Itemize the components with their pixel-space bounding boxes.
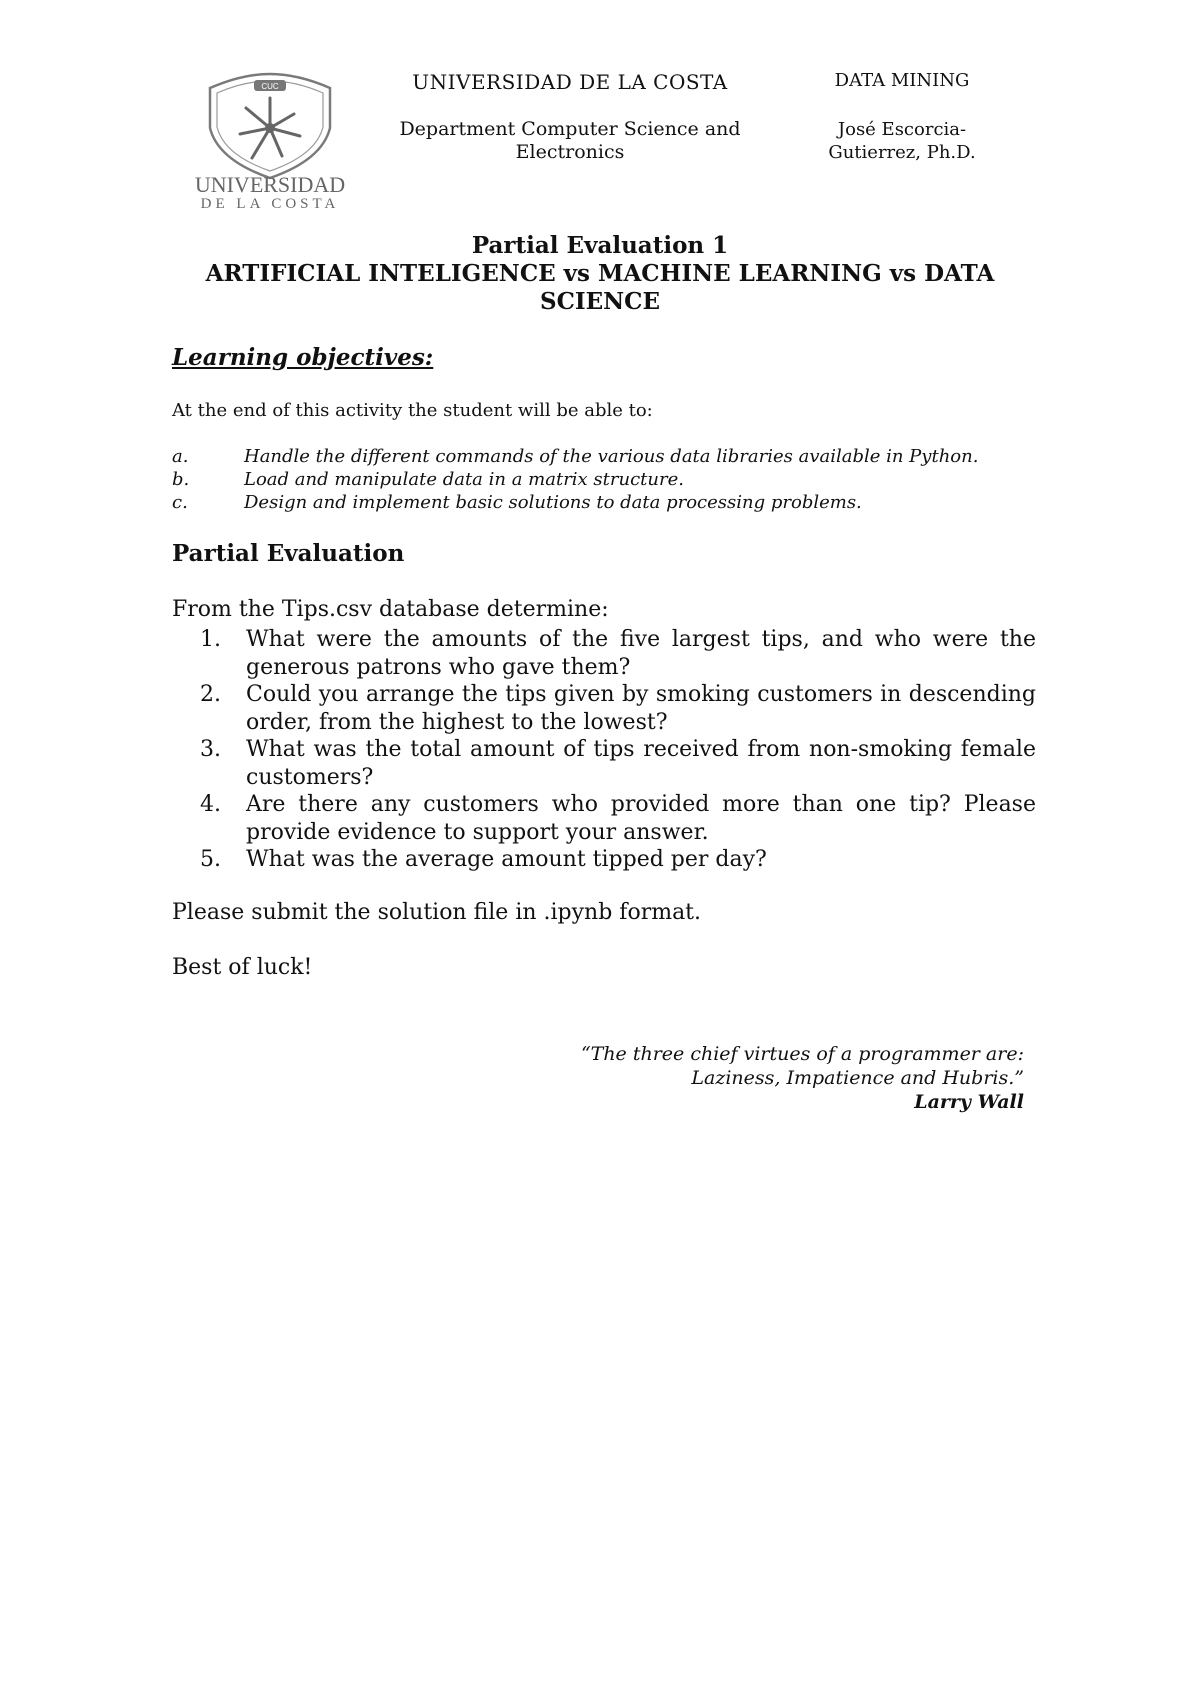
list-item <box>200 626 1036 681</box>
objectives-list <box>172 445 978 514</box>
logo-text-line1: UNIVERSIDAD <box>194 172 346 197</box>
question-text: What was the total amount of tips received from non-smoking female customers? <box>246 737 1036 790</box>
quote-line1: “The three chief virtues of a programmer are: <box>580 1043 1024 1065</box>
objective-marker: a. <box>172 446 189 467</box>
list-item <box>200 681 1036 736</box>
university-logo-graphic <box>182 70 358 210</box>
question-text: Are there any customers who provided more than one tip? Please provide evidence to support your answer. <box>246 792 1036 845</box>
quote-author: Larry Wall <box>914 1091 1024 1113</box>
question-number: 1. <box>200 627 221 652</box>
closing-line: Best of luck! <box>172 955 313 980</box>
question-number: 4. <box>200 792 221 817</box>
objective-text: Handle the different commands of the various data libraries available in Python. <box>244 446 979 467</box>
objective-marker: c. <box>172 492 188 513</box>
document-title <box>160 232 1040 316</box>
submission-instruction: Please submit the solution file in .ipynb format. <box>172 900 702 925</box>
questions-list <box>200 626 1036 874</box>
question-text: What was the average amount tipped per day? <box>246 847 767 872</box>
list-item <box>200 736 1036 791</box>
learning-objectives-heading: Learning objectives: <box>172 344 434 371</box>
university-logo <box>182 70 358 210</box>
list-item <box>172 468 978 491</box>
partial-evaluation-heading: Partial Evaluation <box>172 540 405 567</box>
list-item <box>172 445 978 468</box>
list-item <box>200 846 1036 874</box>
question-text: Could you arrange the tips given by smoking customers in descending order, from the highest to the lowest? <box>246 682 1036 735</box>
logo-text-line2: DE LA COSTA <box>200 196 340 210</box>
objective-text: Load and manipulate data in a matrix structure. <box>244 469 684 490</box>
objective-marker: b. <box>172 469 190 490</box>
university-name: UNIVERSIDAD DE LA COSTA <box>412 70 728 94</box>
list-item <box>172 491 978 514</box>
department-name: Department Computer Science and Electronics <box>399 118 741 163</box>
title-line1: Partial Evaluation 1 <box>471 232 729 259</box>
professor-name: José Escorcia-Gutierrez, Ph.D. <box>828 119 976 163</box>
evaluation-intro: From the Tips.csv database determine: <box>172 597 609 622</box>
question-number: 3. <box>200 737 221 762</box>
list-item <box>200 791 1036 846</box>
question-number: 2. <box>200 682 221 707</box>
title-line2: ARTIFICIAL INTELIGENCE vs MACHINE LEARNING vs DATA SCIENCE <box>205 260 995 315</box>
objective-text: Design and implement basic solutions to data processing problems. <box>244 492 862 513</box>
course-name: DATA MINING <box>834 70 970 91</box>
question-number: 5. <box>200 847 221 872</box>
logo-badge: CUC <box>261 82 279 91</box>
learning-objectives-intro: At the end of this activity the student will be able to: <box>172 400 653 421</box>
quote-line2: Laziness, Impatience and Hubris.” <box>691 1067 1024 1089</box>
quote-block <box>520 1042 1024 1114</box>
question-text: What were the amounts of the five largest tips, and who were the generous patrons who gave them? <box>246 627 1036 680</box>
